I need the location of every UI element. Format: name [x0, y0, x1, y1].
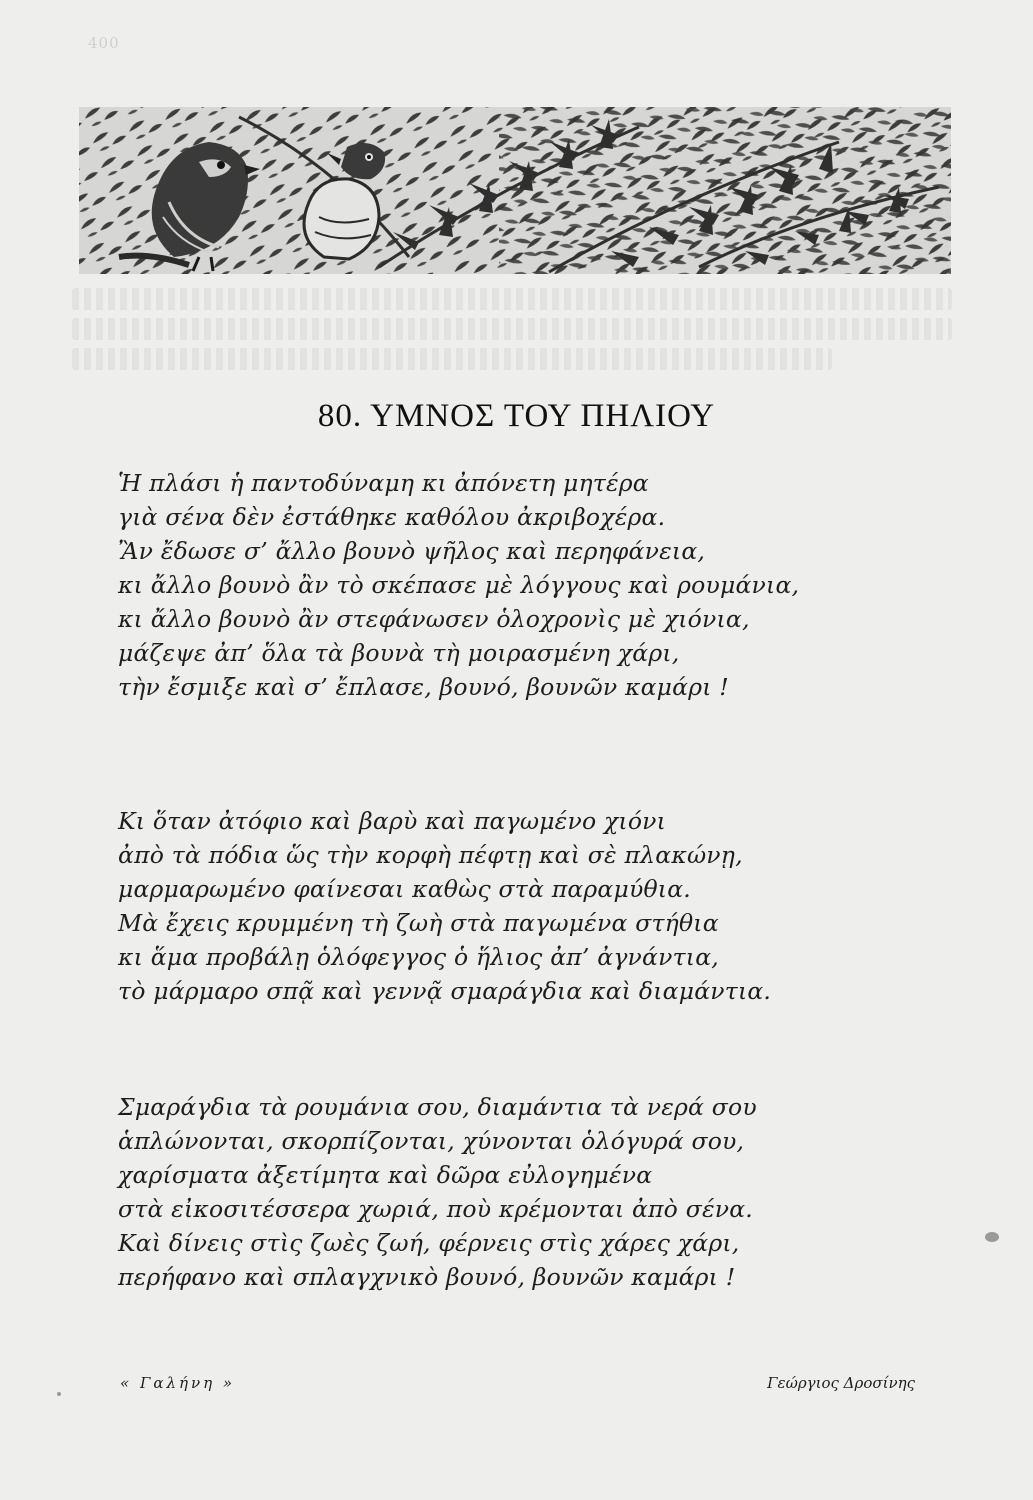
poem-line: τὸ μάρμαρο σπᾷ καὶ γεννᾷ σμαράγδια καὶ διαμάντια. [118, 977, 772, 1005]
poem-line: ἁπλώνονται, σκορπίζονται, χύνονται ὁλόγυρά σου, [118, 1127, 745, 1155]
poem-line: Σμαράγδια τὰ ρουμάνια σου, διαμάντια τὰ νερά σου [118, 1093, 757, 1121]
poem-line: Μὰ ἔχεις κρυμμένη τὴ ζωὴ στὰ παγωμένα στήθια [118, 909, 719, 937]
poem-line: Ἂν ἔδωσε σ’ ἄλλο βουνὸ ψῆλος καὶ περηφάνεια, [118, 537, 706, 565]
ink-speck [985, 1232, 999, 1242]
poem-line: Κι ὅταν ἀτόφιο καὶ βαρὺ καὶ παγωμένο χιόνι [118, 807, 667, 835]
poem-line: κι ἄλλο βουνὸ ἂν τὸ σκέπασε μὲ λόγγους καὶ ρουμάνια, [118, 571, 800, 599]
page-number: 400 [88, 34, 120, 52]
source-attribution: « Γαλήνη » [120, 1374, 236, 1392]
stanza-2 [118, 804, 938, 1008]
poem-line: τὴν ἔσμιξε καὶ σ’ ἔπλασε, βουνό, βουνῶν καμάρι ! [118, 673, 729, 701]
poem-line: περήφανο καὶ σπλαγχνικὸ βουνό, βουνῶν καμάρι ! [118, 1263, 736, 1291]
poem-line: Καὶ δίνεις στὶς ζωὲς ζωή, φέρνεις στὶς χάρες χάρι, [118, 1229, 740, 1257]
poem-line: μαρμαρωμένο φαίνεσαι καθὼς στὰ παραμύθια. [118, 875, 691, 903]
poem-line: μάζεψε ἀπ’ ὅλα τὰ βουνὰ τὴ μοιρασμένη χάρι, [118, 639, 680, 667]
poem-line: στὰ εἰκοσιτέσσερα χωριά, ποὺ κρέμονται ἀπὸ σένα. [118, 1195, 753, 1223]
poem-line: κι ἄλλο βουνὸ ἂν στεφάνωσεν ὁλοχρονὶς μὲ χιόνια, [118, 605, 750, 633]
poem-line: Ἡ πλάσι ἡ παντοδύναμη κι ἀπόνετη μητέρα [118, 469, 649, 497]
bleed-through-3 [72, 348, 832, 370]
woodcut-banner-icon [79, 107, 951, 274]
poem-line: χαρίσματα ἀξετίμητα καὶ δῶρα εὐλογημένα [118, 1161, 653, 1189]
bleed-through-1 [72, 288, 952, 310]
ink-speck [57, 1392, 61, 1396]
poem-line: γιὰ σένα δὲν ἐστάθηκε καθόλου ἀκριβοχέρα. [118, 503, 666, 531]
bleed-through-2 [72, 318, 952, 340]
poem-line: κι ἅμα προβάλῃ ὁλόφεγγος ὁ ἥλιος ἀπ’ ἀγνάντια, [118, 943, 719, 971]
stanza-3 [118, 1090, 938, 1294]
stanza-1 [118, 466, 938, 704]
poem-title: 80. ΥΜΝΟΣ ΤΟΥ ΠΗΛΙΟΥ [317, 398, 716, 434]
poem-line: ἀπὸ τὰ πόδια ὥς τὴν κορφὴ πέφτῃ καὶ σὲ πλακώνῃ, [118, 841, 743, 869]
author-name: Γεώργιος Δροσίνης [767, 1374, 915, 1392]
